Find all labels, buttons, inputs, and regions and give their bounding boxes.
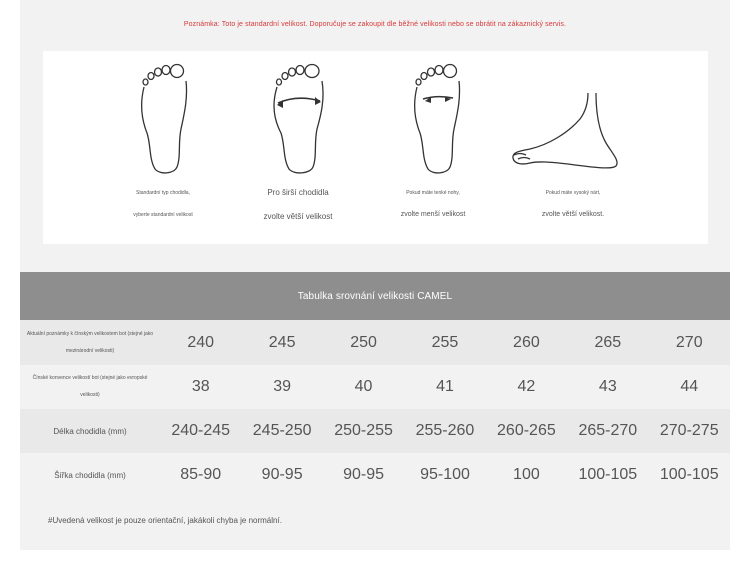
- table-cell: 39: [273, 378, 292, 395]
- table-cell: 41: [436, 378, 454, 395]
- foot-caption-2-line2: zvolte větší velikost: [263, 212, 333, 221]
- table-cell: 240-245: [171, 422, 231, 439]
- foot-caption-4-line2: zvolte větší velikost.: [541, 211, 605, 218]
- table-cell: 43: [598, 378, 617, 395]
- table-cell: 90-95: [343, 466, 385, 483]
- foot-caption-3-line1: Pokud máte tenké nohy,: [406, 190, 460, 196]
- table-row: [20, 365, 730, 409]
- row-label: Šířka chodidla (mm): [54, 470, 126, 480]
- foot-caption-4-line1: Pokud máte vysoký nárt,: [545, 190, 601, 196]
- table-cell: 255: [431, 333, 459, 351]
- size-note: Poznámka: Toto je standardní velikost. Doporučuje se zakoupit dle běžné velikosti nebo se obrátit na zákaznický servis.: [183, 21, 567, 28]
- table-title: Tabulka srovnání velikosti CAMEL: [20, 272, 730, 320]
- row-label: Čínské konvence velikostí bot (stejné jako evropské velikosti): [32, 375, 148, 398]
- wide-foot-icon: [270, 63, 330, 175]
- foot-caption-2-line1: Pro širší chodidla: [267, 188, 329, 197]
- table-cell: 100-105: [659, 466, 719, 483]
- size-table: [20, 272, 730, 550]
- foot-caption-1-line1: Standardní typ chodidla,: [136, 190, 190, 196]
- table-cell: 245-250: [252, 422, 312, 439]
- table-cell: 44: [680, 378, 699, 395]
- table-cell: 95-100: [420, 466, 470, 483]
- foot-caption-3-line2: zvolte menší velikost: [400, 211, 466, 218]
- table-cell: 40: [354, 378, 373, 395]
- feet-card: [43, 51, 708, 244]
- table-cell: 265: [594, 333, 622, 351]
- table-cell: 42: [517, 378, 536, 395]
- high-instep-foot-icon: [508, 91, 633, 171]
- table-cell: 260-265: [497, 422, 556, 439]
- narrow-foot-icon: [411, 63, 466, 175]
- table-cell: 260: [513, 333, 540, 351]
- table-cell: 240: [187, 333, 215, 351]
- table-cell: 38: [191, 378, 210, 395]
- table-row: [20, 453, 730, 497]
- table-row: [20, 320, 730, 365]
- table-cell: 100-105: [578, 466, 638, 483]
- top-panel: [20, 0, 730, 272]
- table-cell: 250: [350, 333, 377, 351]
- footnote: #Uvedená velikost je pouze orientační, jakákoli chyba je normální.: [48, 516, 282, 525]
- table-cell: 265-270: [578, 422, 638, 439]
- table-cell: 100: [513, 466, 540, 483]
- table-cell: 270-275: [659, 422, 719, 439]
- table-cell: 250-255: [334, 422, 393, 439]
- foot-caption-1-line2: vyberte standardní velikost: [133, 212, 193, 218]
- table-row: [20, 409, 730, 453]
- table-cell: 90-95: [261, 466, 303, 483]
- table-cell: 270: [675, 333, 703, 351]
- row-label: Aktuální poznámky k čínským velikostem bot (stejné jako mezinárodní velikosti): [26, 330, 154, 354]
- row-label: Délka chodidla (mm): [53, 426, 127, 436]
- table-cell: 245: [268, 333, 296, 351]
- table-cell: 85-90: [180, 466, 222, 483]
- standard-foot-icon: [138, 63, 193, 175]
- table-cell: 255-260: [415, 422, 475, 439]
